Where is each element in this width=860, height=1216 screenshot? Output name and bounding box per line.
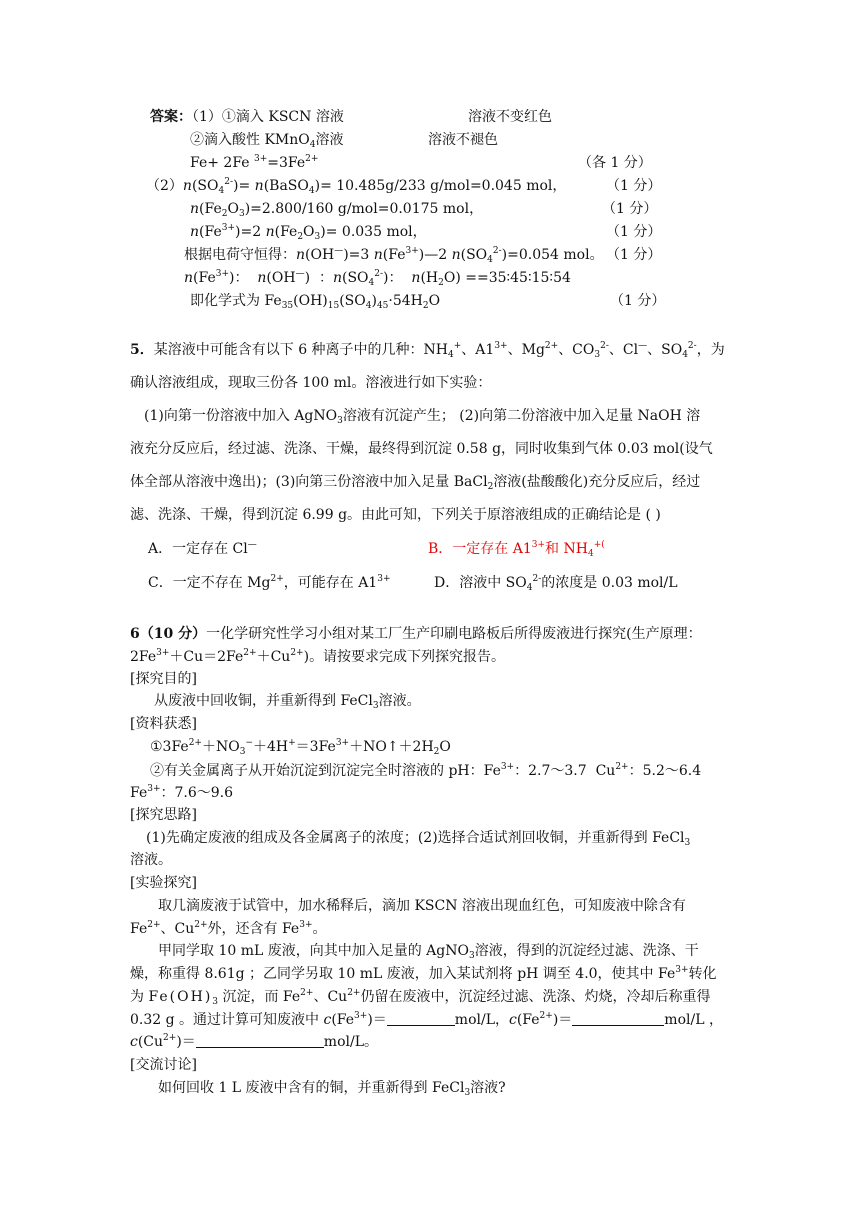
answer-score-each: （各 1 分）	[578, 155, 652, 171]
q6-info-1: $①3Fe^{2+}+NO_3^-+4H^+=3Fe^{3+}+NO↑+2H_2O$	[150, 738, 451, 757]
q6-heading-experiment: [实验探究]	[130, 875, 197, 891]
answer-blank-cu2[interactable]	[196, 1033, 324, 1048]
answer-score-9: （1 分）	[610, 293, 666, 309]
q6-line-1: 6（10 分）一化学研究性学习小组对某工厂生产印刷电路板后所得废液进行探究(生产原理：	[130, 626, 702, 642]
q5-line-1: 5．某溶液中可能含有以下 6 种离子中的几种：$NH_4^+$、$A1^{3+}$、$Mg^{2+}$、$CO_3^{2-}$、Cl—、$SO_4^{2-}$，为	[130, 341, 725, 360]
q6-number: 6（10 分）	[130, 626, 207, 642]
q6-line-2: $2Fe^{3+}+Cu=2Fe^{2+}+Cu^{2+}$)。请按要求完成下列探究报告。	[130, 648, 506, 665]
answer-line-1: 答案：（1）①滴入 KSCN 溶液	[150, 109, 344, 125]
answer-score-4: （1 分）	[606, 178, 662, 194]
q6-info-2: ②有关金属离子从开始沉淀到沉淀完全时溶液的 pH：$Fe^{3+}$：2.7～3.7 $Cu^{2+}$：5.2～6.4	[150, 762, 702, 779]
answer-line-5: $n(Fe_2O_3)=2.800/160$ g/mol=0.0175 mol，	[190, 201, 484, 219]
answer-blank-fe3[interactable]	[387, 1011, 455, 1026]
q6-exp-5: 为 $Fe(OH)_3$ 沉淀，而 $Fe^{2+}$、$Cu^{2+}$仍留在废液中，沉淀经过滤、洗涤、灼烧，冷却后称重得	[130, 988, 711, 1007]
answer-label: 答案：	[150, 109, 192, 125]
q6-exp-6: 0.32 g 。通过计算可知废液中 $c(Fe^{3+})= mol/L$，$c(Fe^{2+})= mol/L$ ，	[130, 1011, 723, 1028]
answer-line-1-result: 溶液不变红色	[468, 109, 552, 125]
q5-line-5: 体全部从溶液中逸出)；(3)向第三份溶液中加入足量 BaCl$_2$溶液(盐酸酸化)充分反应后，经过	[130, 474, 701, 492]
answer-score-7: （1 分）	[606, 247, 662, 263]
q6-exp-1: 取几滴废液于试管中，加水稀释后，滴加 KSCN 溶液出现血红色，可知废液中除含有	[158, 898, 686, 914]
q5-line-4: 液充分反应后，经过滤、洗涤、干燥，最终得到沉淀 0.58 g，同时收集到气体 0.03 mol(设气	[130, 441, 713, 457]
answer-score-5: （1 分）	[602, 201, 658, 217]
answer-line-8: $n(Fe^{3+})$： n(OH—) ：$n(SO_4^{2-})$： $n(H_2O)$ ==35∶45∶15∶54	[184, 269, 571, 288]
q5-line-2: 确认溶液组成，现取三份各 100 ml。溶液进行如下实验：	[130, 375, 492, 391]
q6-exp-3: 甲同学取 10 mL 废液，向其中加入足量的 AgNO$_3$溶液，得到的沉淀经过滤、洗涤、干	[158, 943, 699, 961]
q5-option-a: A．一定存在 Cl—	[148, 540, 257, 557]
q5-line-6: 滤、洗涤、干燥，得到沉淀 6.99 g。由此可知，下列关于原溶液组成的正确结论是 ( )	[130, 507, 661, 523]
q5-option-b: B．一定存在 $A1^{3+}$和 $NH_4^{+(}$	[428, 540, 605, 559]
answer-score-6: （1 分）	[606, 224, 662, 240]
q5-line-3: (1)向第一份溶液中加入 AgNO$_3$溶液有沉淀产生； (2)向第二份溶液中加入足量 NaOH 溶	[144, 408, 701, 426]
q6-heading-discussion: [交流讨论]	[130, 1057, 197, 1073]
q6-heading-purpose: [探究目的]	[130, 671, 197, 687]
q6-info-3: $Fe^{3+}$：7.6～9.6	[130, 784, 234, 801]
q5-number: 5．	[130, 342, 154, 358]
q6-exp-7: $c(Cu^{2+})= mol/L$。	[130, 1033, 378, 1050]
q5-option-d: D．溶液中 $SO_4^{2-}$的浓度是 0.03 mol/L	[434, 574, 678, 593]
answer-line-2: ②滴入酸性 KMnO$_4$溶液	[190, 132, 344, 150]
answer-line-3: Fe+ 2Fe $^{3+}=3Fe^{2+}$	[190, 154, 319, 171]
q6-exp-4: 燥，称重得 8.61g ；乙同学另取 10 mL 废液，加入某试剂将 pH 调至 4.0，使其中 $Fe^{3+}$转化	[130, 965, 717, 982]
q6-heading-info: [资料获悉]	[130, 716, 197, 732]
answer-line-7: 根据电荷守恒得：n(OH—)=3 $n(Fe^{3+})—2$ $n(SO_4^{2-})=0.054$ mol。	[184, 246, 604, 265]
answer-blank-fe2[interactable]	[572, 1011, 664, 1026]
q6-idea-2: 溶液。	[130, 852, 172, 868]
answer-line-6: $n(Fe^{3+})=2$ $n(Fe_2O_3)= 0.035$ mol，	[190, 223, 427, 242]
q6-discussion-text: 如何回收 1 L 废液中含有的铜，并重新得到 FeCl$_3$溶液?	[158, 1080, 506, 1098]
q6-exp-2: $Fe^{2+}$、$Cu^{2+}$外，还含有 $Fe^{3+}$。	[130, 920, 327, 937]
q5-option-c: C．一定不存在 $Mg^{2+}$，可能存在 $A1^{3+}$	[148, 574, 391, 591]
q6-heading-idea: [探究思路]	[130, 807, 197, 823]
q6-idea-1: (1)先确定废液的组成及各金属离子的浓度；(2)选择合适试剂回收铜，并重新得到 FeCl$_3$	[146, 830, 691, 848]
answer-line-4: $(2)n(SO_4^{2-})=$ n(BaSO$_4$)= 10.485g/233 g/mol=0.045 mol，	[146, 177, 567, 196]
answer-line-9: 即化学式为 $Fe_{35}(OH)_{15}(SO_4)_{45}\cdot 54H_2O$	[190, 293, 441, 311]
answer-line-2-result: 溶液不褪色	[428, 132, 498, 148]
q6-purpose-text: 从废液中回收铜，并重新得到 FeCl$_3$溶液。	[154, 693, 421, 711]
